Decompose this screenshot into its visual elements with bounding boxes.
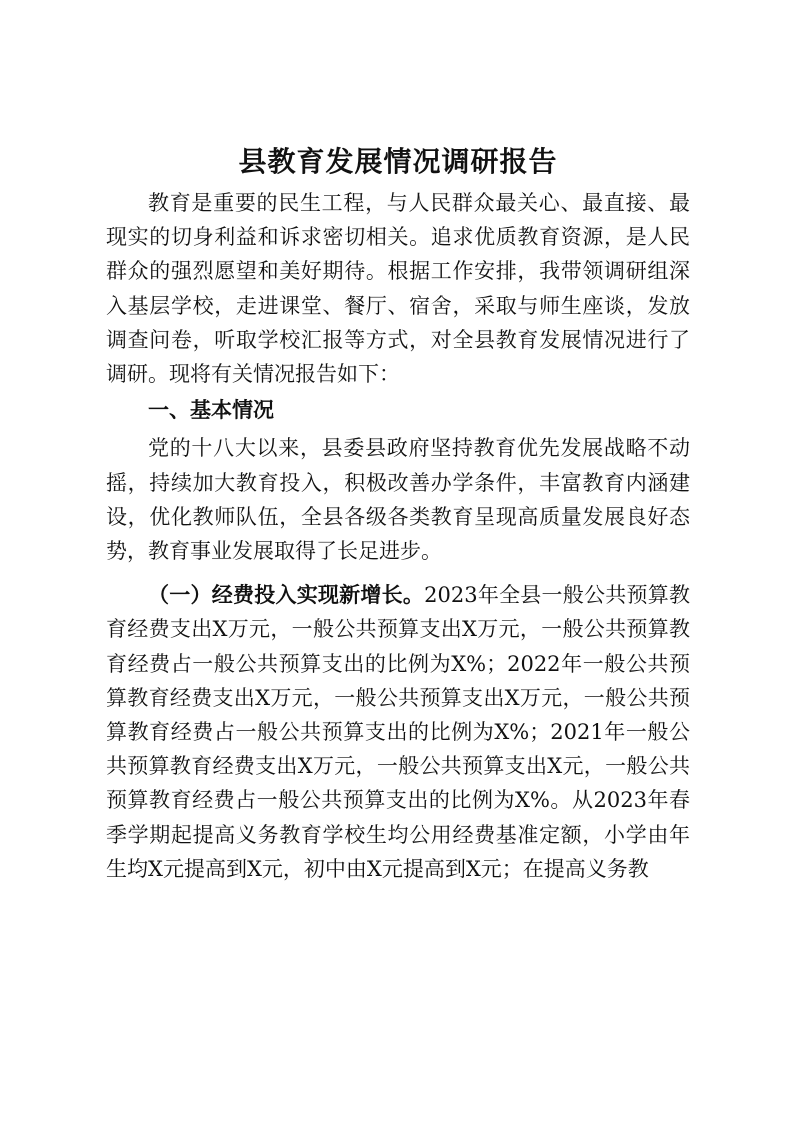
- document-title: 县教育发展情况调研报告: [238, 145, 558, 178]
- spacer: [106, 568, 690, 578]
- funding-body: 2023年全县一般公共预算教育经费支出X万元，一般公共预算支出X万元，一般公共预算教育经费占一般公共预算支出的比例为X%；2022年一般公共预算教育经费支出X万元，一般公共预算支出X万元，一般公共预算教育经费占一般公共预算支出的比例为X%；2021年一般公共预算教育经费支出X万元，一般公共预算支出X元，一般公共预算教育经费占一般公共预算支出的比例为X%。从2023年春季学期起提高义务教育学校生均公用经费基准定额，小学由年生均X元提高到X元，初中由X元提高到X元；在提高义务教: [106, 583, 690, 881]
- intro-paragraph: 教育是重要的民生工程，与人民群众最关心、最直接、最现实的切身利益和诉求密切相关。追求优质教育资源，是人民群众的强烈愿望和美好期待。根据工作安排，我带领调研组深入基层学校，走进课堂、餐厅、宿舍，采取与师生座谈，发放调查问卷，听取学校汇报等方式，对全县教育发展情况进行了调研。现将有关情况报告如下：: [106, 191, 690, 387]
- funding-subtitle: （一）经费投入实现新增长。: [148, 582, 425, 608]
- section-paragraph: 党的十八大以来，县委县政府坚持教育优先发展战略不动摇，持续加大教育投入，积极改善办学条件，丰富教育内涵建设，优化教师队伍，全县各级各类教育呈现高质量发展良好态势，教育事业发展取得了长足进步。: [106, 436, 690, 564]
- section-heading-basic-situation: 一、基本情况: [148, 398, 274, 423]
- document-page: [106, 140, 690, 886]
- funding-paragraph: [106, 578, 690, 886]
